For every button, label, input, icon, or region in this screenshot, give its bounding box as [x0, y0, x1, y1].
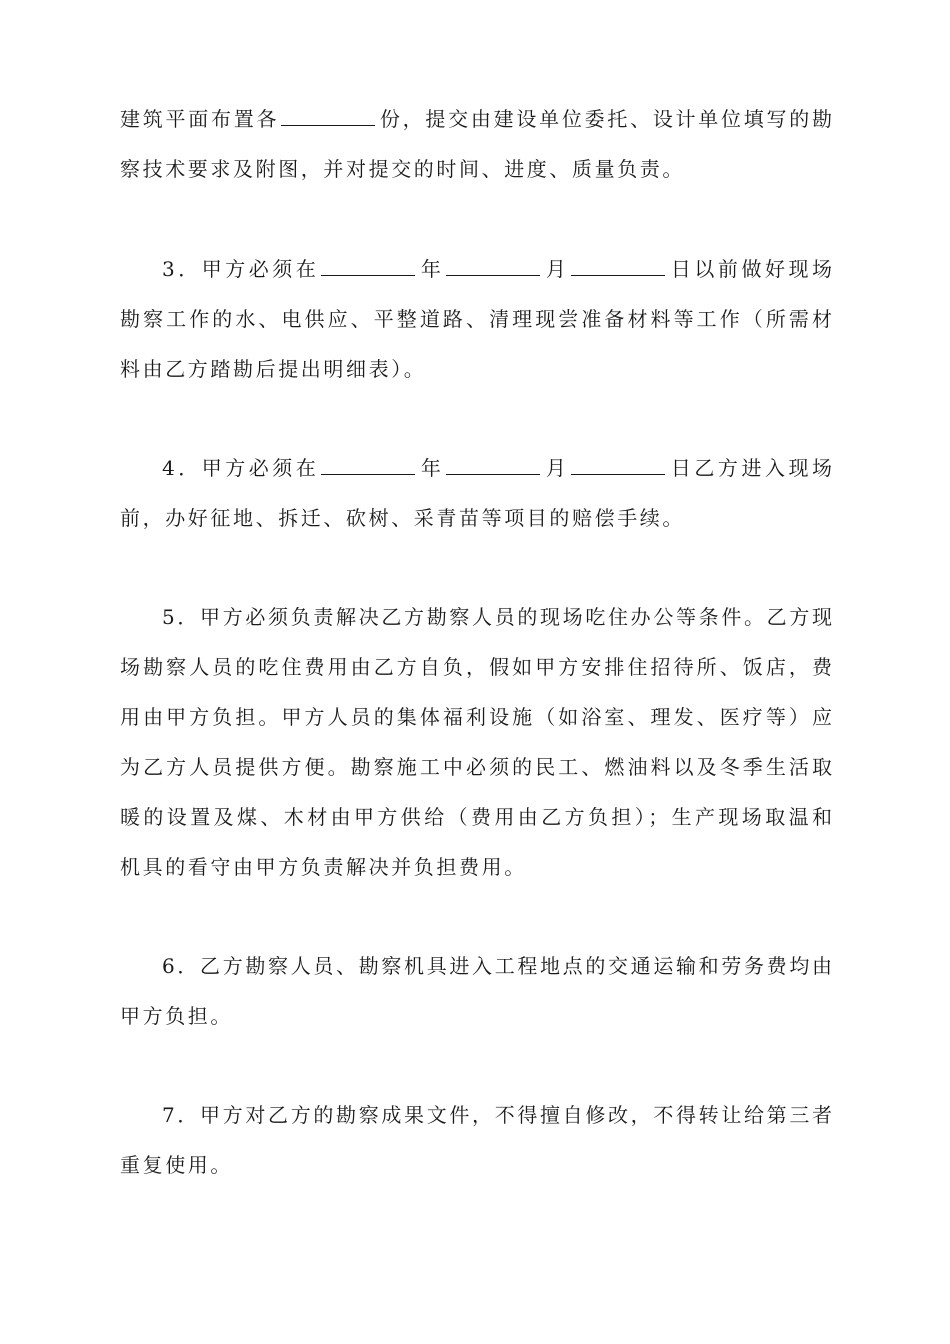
- text-segment: 年: [417, 456, 445, 480]
- item-3-line: 勘察工作的水、电供应、平整道路、清理现尝准备材料等工作（所需材: [120, 307, 832, 331]
- item-5-line: 用由甲方负担。甲方人员的集体福利设施（如浴室、理发、医疗等）应: [120, 705, 832, 729]
- item-5-line: 机具的看守由甲方负责解决并负担费用。: [120, 855, 527, 879]
- fill-blank-year: [321, 255, 415, 276]
- fill-blank-year: [321, 454, 415, 475]
- text-segment: 日乙方进入现场: [667, 456, 832, 480]
- text-segment: 日以前做好现场: [667, 257, 832, 281]
- fill-blank-day: [571, 255, 665, 276]
- item-7-line: 重复使用。: [120, 1153, 233, 1177]
- text-segment: 月: [542, 456, 570, 480]
- item-3-line: [162, 254, 832, 284]
- text-segment: 份，提交由建设单位委托、设计单位填写的勘: [377, 107, 833, 131]
- text-segment: 4．甲方必须在: [162, 456, 320, 480]
- item-5-line: 为乙方人员提供方便。勘察施工中必须的民工、燃油料以及冬季生活取: [120, 755, 832, 779]
- item-6-line: 甲方负担。: [120, 1004, 233, 1028]
- item-3-line: 料由乙方踏勘后提出明细表）。: [120, 357, 427, 381]
- paragraph-line: 察技术要求及附图，并对提交的时间、进度、质量负责。: [120, 157, 685, 181]
- item-4-line: 前，办好征地、拆迁、砍树、采青苗等项目的赔偿手续。: [120, 506, 685, 530]
- fill-blank-day: [571, 454, 665, 475]
- fill-blank-month: [446, 454, 540, 475]
- text-segment: 月: [542, 257, 570, 281]
- text-segment: 建筑平面布置各: [120, 107, 280, 131]
- item-5-line: 场勘察人员的吃住费用由乙方自负，假如甲方安排住招待所、饭店，费: [120, 655, 832, 679]
- text-segment: 年: [417, 257, 445, 281]
- item-5-line: 5．甲方必须负责解决乙方勘察人员的现场吃住办公等条件。乙方现: [162, 605, 832, 629]
- item-7-line: 7．甲方对乙方的勘察成果文件，不得擅自修改，不得转让给第三者: [162, 1103, 832, 1127]
- fill-blank: [281, 105, 375, 126]
- fill-blank-month: [446, 255, 540, 276]
- text-segment: 3．甲方必须在: [162, 257, 320, 281]
- paragraph-line: [120, 104, 832, 134]
- item-5-line: 暖的设置及煤、木材由甲方供给（费用由乙方负担）；生产现场取温和: [120, 805, 832, 829]
- item-4-line: [162, 453, 832, 483]
- item-6-line: 6．乙方勘察人员、勘察机具进入工程地点的交通运输和劳务费均由: [162, 954, 832, 978]
